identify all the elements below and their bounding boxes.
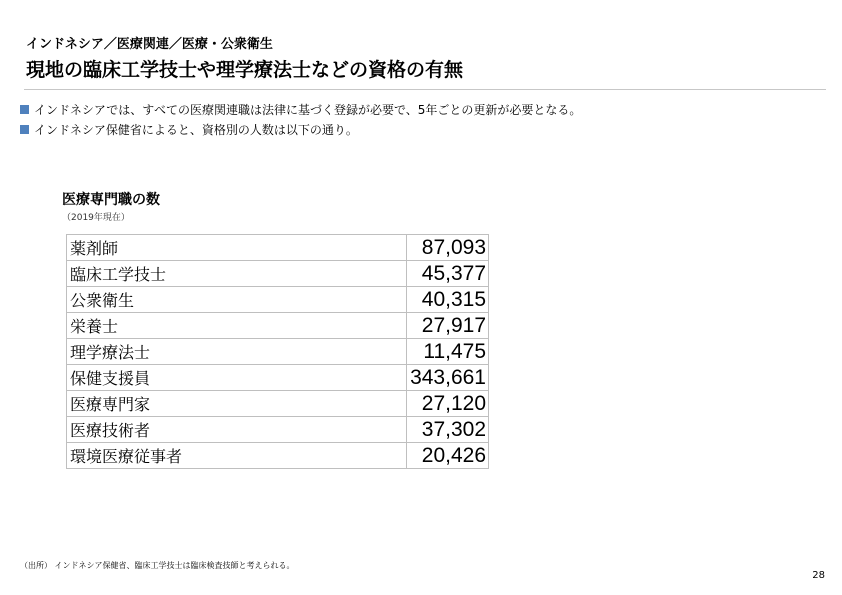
profession-label: 医療専門家 — [67, 391, 407, 417]
page-number: 28 — [812, 570, 825, 581]
square-bullet-icon — [20, 125, 29, 134]
profession-label: 保健支援員 — [67, 365, 407, 391]
profession-count: 40,315 — [407, 287, 489, 313]
bullet-text: インドネシアでは、すべての医療関連職は法律に基づく登録が必要で、5年ごとの更新が必要となる。 — [34, 103, 582, 117]
profession-label: 臨床工学技士 — [67, 261, 407, 287]
profession-count: 45,377 — [407, 261, 489, 287]
source-note: （出所） インドネシア保健省、臨床工学技士は臨床検査技師と考えられる。 — [20, 561, 295, 570]
square-bullet-icon — [20, 105, 29, 114]
table-row — [67, 443, 489, 469]
profession-count-table — [66, 234, 489, 469]
bullet-list — [20, 102, 581, 142]
table-row — [67, 417, 489, 443]
table-row — [67, 287, 489, 313]
title-divider — [24, 89, 826, 90]
profession-label: 医療技術者 — [67, 417, 407, 443]
profession-count: 27,917 — [407, 313, 489, 339]
profession-label: 公衆衛生 — [67, 287, 407, 313]
profession-count: 343,661 — [407, 365, 489, 391]
profession-label: 理学療法士 — [67, 339, 407, 365]
table-date-note: （2019年現在） — [62, 213, 130, 223]
table-row — [67, 339, 489, 365]
bullet-text: インドネシア保健省によると、資格別の人数は以下の通り。 — [34, 123, 358, 137]
table-title: 医療専門職の数 — [62, 192, 160, 208]
table-row — [67, 313, 489, 339]
profession-count: 87,093 — [407, 235, 489, 261]
profession-count: 20,426 — [407, 443, 489, 469]
profession-count: 11,475 — [407, 339, 489, 365]
page-title: 現地の臨床工学技士や理学療法士などの資格の有無 — [26, 59, 464, 81]
table-row — [67, 261, 489, 287]
profession-count: 37,302 — [407, 417, 489, 443]
bullet-item — [20, 102, 581, 118]
profession-count: 27,120 — [407, 391, 489, 417]
breadcrumb: インドネシア／医療関連／医療・公衆衛生 — [26, 37, 273, 52]
profession-label: 栄養士 — [67, 313, 407, 339]
table-row — [67, 235, 489, 261]
bullet-item — [20, 122, 581, 138]
table-row — [67, 365, 489, 391]
profession-label: 薬剤師 — [67, 235, 407, 261]
table-row — [67, 391, 489, 417]
profession-label: 環境医療従事者 — [67, 443, 407, 469]
